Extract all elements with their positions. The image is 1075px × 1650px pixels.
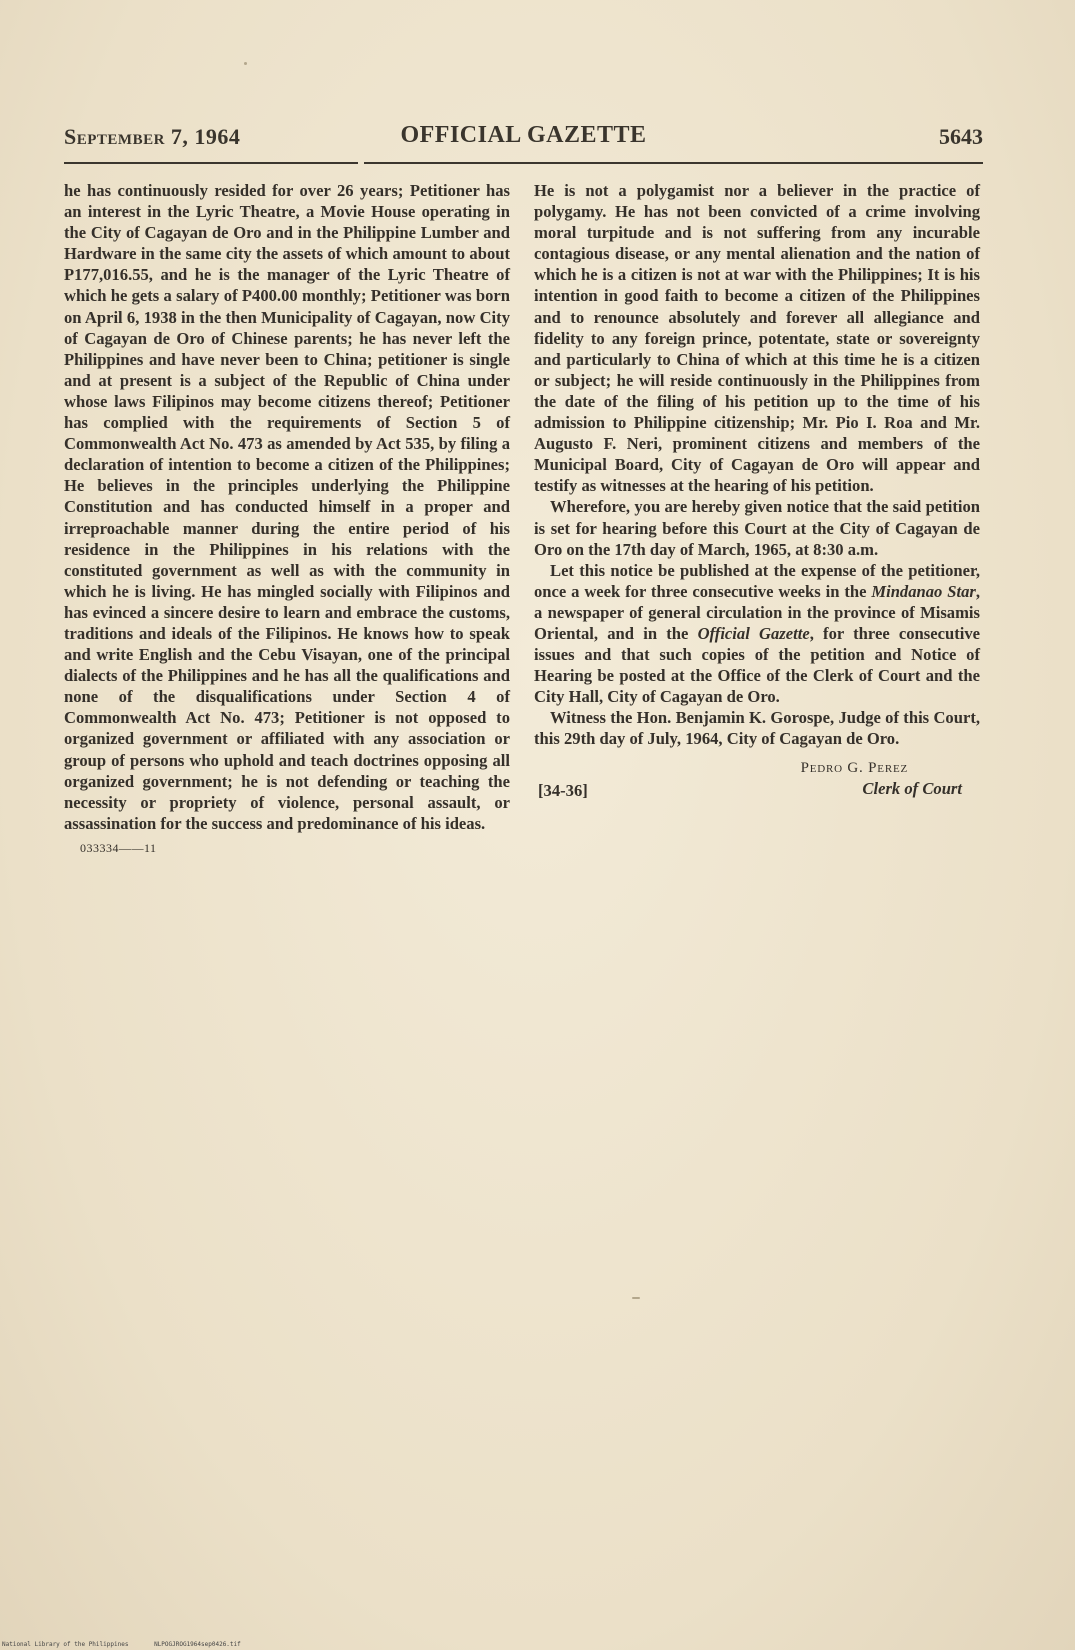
publication-title: OFFICIAL GAZETTE bbox=[400, 122, 647, 148]
signatory-title: Clerk of Court bbox=[862, 778, 962, 798]
print-code: 033334——11 bbox=[80, 840, 157, 855]
header-rule-left bbox=[64, 162, 358, 164]
paragraph-qualifications: He is not a polygamist nor a believer in the practice of polygamy. He has not been convicted of a crime involving moral turpitude and is not suffering from any incurable contagious disease, or any mental alienation and the nation of which he is a citizen is not at war with the Philippines; It is his intention in good faith to become a citizen of the Philippines and to renounce absolutely and forever all allegiance and fidelity to any foreign prince, potentate, state or sovereignty and particularly to China of which at this time he is a citizen or subject; he will reside continuously in the Philippines from the date of the filing of his petition up to the time of his admission to Philippine citizenship; Mr. Pio I. Roa and Mr. Augusto F. Neri, prominent citizens and members of the Municipal Board, City of Cagayan de Oro will appear and testify as witnesses at the hearing of his petition. bbox=[534, 181, 980, 496]
paper-speck bbox=[244, 62, 247, 65]
signature-block bbox=[534, 758, 980, 806]
signatory-name: Pedro G. Perez bbox=[800, 759, 908, 776]
library-credit: National Library of the Philippines bbox=[2, 1641, 129, 1648]
publication-text-3: , for three consecutive issues and that such copies of the petition and Notice of Hearing be posted at the Office of the Clerk of Court and the City Hall, City of Cagayan de Oro. bbox=[534, 623, 980, 707]
page-header bbox=[64, 120, 983, 154]
paragraph-witness: Witness the Hon. Benjamin K. Gorospe, Judge of this Court, this 29th day of July, 1964, City of Cagayan de Oro. bbox=[534, 708, 980, 749]
paper-speck bbox=[632, 1297, 640, 1299]
paragraph-hearing-notice: Wherefore, you are hereby given notice that the said petition is set for hearing before this Court at the City of Cagayan de Oro on the 17th day of March, 1965, at 8:30 a.m. bbox=[534, 497, 980, 559]
page-number: 5643 bbox=[939, 124, 983, 149]
publication-text-1: Let this notice be published at the expense of the petitioner, once a week for three consecutive weeks in the bbox=[534, 560, 980, 601]
header-rule-right bbox=[364, 162, 983, 164]
paragraph-publication bbox=[534, 560, 980, 708]
issue-reference: [34-36] bbox=[538, 780, 588, 800]
issue-date: September 7, 1964 bbox=[64, 124, 241, 149]
scan-footer bbox=[2, 1641, 263, 1648]
right-column bbox=[534, 180, 980, 806]
scan-filename: NLPOGJROG1964sep0426.tif bbox=[154, 1641, 241, 1648]
newspaper-name: Mindanao Star bbox=[871, 581, 976, 601]
left-column bbox=[64, 180, 510, 859]
publication-text-2: , a newspaper of general circulation in the province of Misamis Oriental, and in the bbox=[534, 581, 980, 643]
gazette-name: Official Gazette bbox=[697, 623, 810, 643]
left-column-text: he has continuously resided for over 26 years; Petitioner has an interest in the Lyric Theatre, a Movie House operating in the City of Cagayan de Oro and in the Philippine Lumber and Hardware in the same city the assets of which amount to about P177,016.55, and he is the manager of the Lyric Theatre of which he gets a salary of P400.00 monthly; Petitioner was born on April 6, 1938 in the then Municipality of Cagayan, now City of Cagayan de Oro of Chinese parents; he has never left the Philippines and have never been to China; petitioner is single and at present is a subject of the Republic of China under whose laws Filipinos may become citizens thereof; Petitioner has complied with the requirements of Section 5 of Commonwealth Act No. 473 as amended by Act 535, by filing a declaration of intention to become a citizen of the Philippines; He believes in the principles underlying the Philippine Constitution and has conducted himself in a proper and irreproachable manner during the entire period of his residence in the Philippines in his relations with the constituted government as well as with the community in which he is living. He has mingled socially with Filipinos and has evinced a sincere desire to learn and embrace the customs, traditions and ideals of the Filipinos. He knows how to speak and write English and the Cebu Visayan, one of the principal dialects of the Philippines and he has all the qualifications and none of the disqualifications under Section 4 of Commonwealth Act No. 473; Petitioner is not opposed to organized government or affiliated with any association or group of persons who uphold and teach doctrines opposing all organized government; he is not defending or teaching the necessity or propriety of violence, personal assault, or assassination for the success and predominance of his ideas. bbox=[64, 181, 510, 833]
